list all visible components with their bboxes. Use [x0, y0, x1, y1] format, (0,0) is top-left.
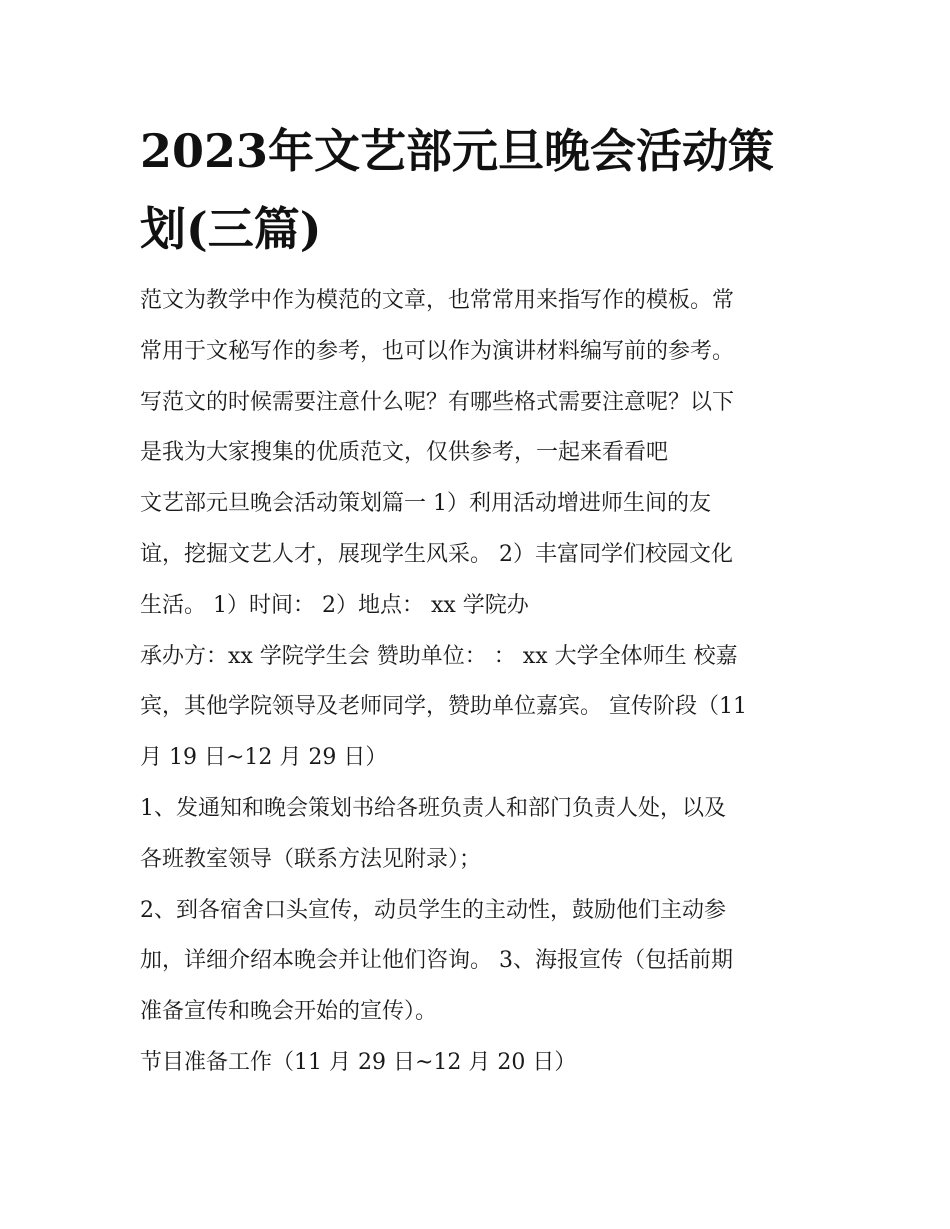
body-line: 准备宣传和晚会开始的宣传）。: [140, 999, 438, 1025]
body-line: 1、发通知和晚会策划书给各班负责人和部门负责人处，以及: [140, 795, 726, 821]
body-line: 范文为教学中作为模范的文章，也常常用来指写作的模板。常: [140, 288, 735, 313]
body-line: 生活。 1）时间： 2）地点： xx 学院办: [140, 592, 529, 618]
body-line: 文艺部元旦晚会活动策划篇一 1）利用活动增进师生间的友: [140, 491, 711, 517]
body-line: 常用于文秘写作的参考，也可以作为演讲材料编写前的参考。: [140, 338, 735, 364]
body-line: 加，详细介绍本晚会并让他们咨询。 3、海报宣传（包括前期: [140, 948, 733, 974]
body-line: 承办方：xx 学院学生会 赞助单位： ： xx 大学全体师生 校嘉: [140, 643, 738, 669]
body-line: 谊，挖掘文艺人才，展现学生风采。 2）丰富同学们校园文化: [140, 541, 733, 567]
body-line: 是我为大家搜集的优质范文，仅供参考，一起来看看吧: [140, 440, 669, 466]
title-line-1: 2023年文艺部元旦晚会活动策: [140, 124, 775, 178]
title-line-2: 划(三篇): [140, 202, 322, 256]
body-line: 各班教室领导（联系方法见附录）；: [140, 846, 482, 872]
body-line: 节目准备工作（11 月 29 日~12 月 20 日）: [140, 1049, 577, 1075]
document-body: [140, 276, 830, 1089]
document-title: [140, 112, 820, 268]
body-line: 写范文的时候需要注意什么呢？有哪些格式需要注意呢？以下: [140, 389, 735, 415]
body-line: 2、到各宿舍口头宣传，动员学生的主动性，鼓励他们主动参: [140, 897, 726, 923]
body-line: 宾，其他学院领导及老师同学，赞助单位嘉宾。 宣传阶段（11: [140, 694, 747, 720]
body-line: 月 19 日~12 月 29 日）: [140, 745, 388, 771]
